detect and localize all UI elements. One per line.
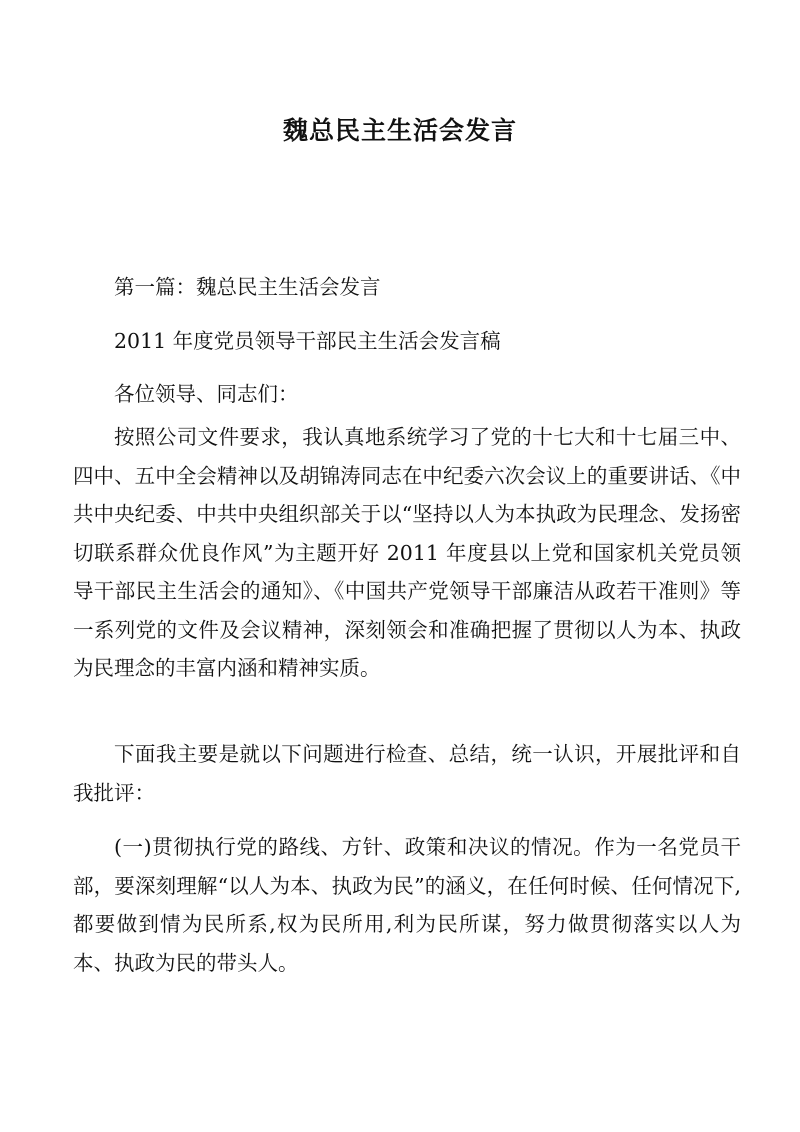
paragraph-study-summary: 按照公司文件要求，我认真地系统学习了党的十七大和十七届三中、四中、五中全会精神以及胡锦涛同志在中纪委六次会议上的重要讲话、《中共中央纪委、中共中央组织部关于以“坚持以人为本执政为民理念、发扬密切联系群众优良作风”为主题开好 2011 年度县以上党和国家机关党员领导干部民主生活会的通知》、《中国共产党领导干部廉洁从政若干准则》等一系列党的文件及会议精神，深刻领会和准确把握了贯彻以人为本、执政为民理念的丰富内涵和精神实质。: [73, 425, 741, 680]
paragraph-item-one: (一)贯彻执行党的路线、方针、政策和决议的情况。作为一名党员干部，要深刻理解“以人为本、执政为民”的涵义，在任何时候、任何情况下,都要做到情为民所系,权为民所用,利为民所谋，努力做贯彻落实以人为本、执政为民的带头人。: [73, 835, 741, 975]
document-title: 魏总民主生活会发言: [282, 116, 517, 145]
paragraph-salutation: 各位领导、同志们：: [114, 382, 299, 406]
paragraph-introduction: 下面我主要是就以下问题进行检查、总结，统一认识，开展批评和自我批评：: [73, 742, 741, 805]
paragraph-subtitle: 2011 年度党员领导干部民主生活会发言稿: [114, 329, 501, 353]
paragraph-section-heading: 第一篇：魏总民主生活会发言: [114, 275, 381, 299]
